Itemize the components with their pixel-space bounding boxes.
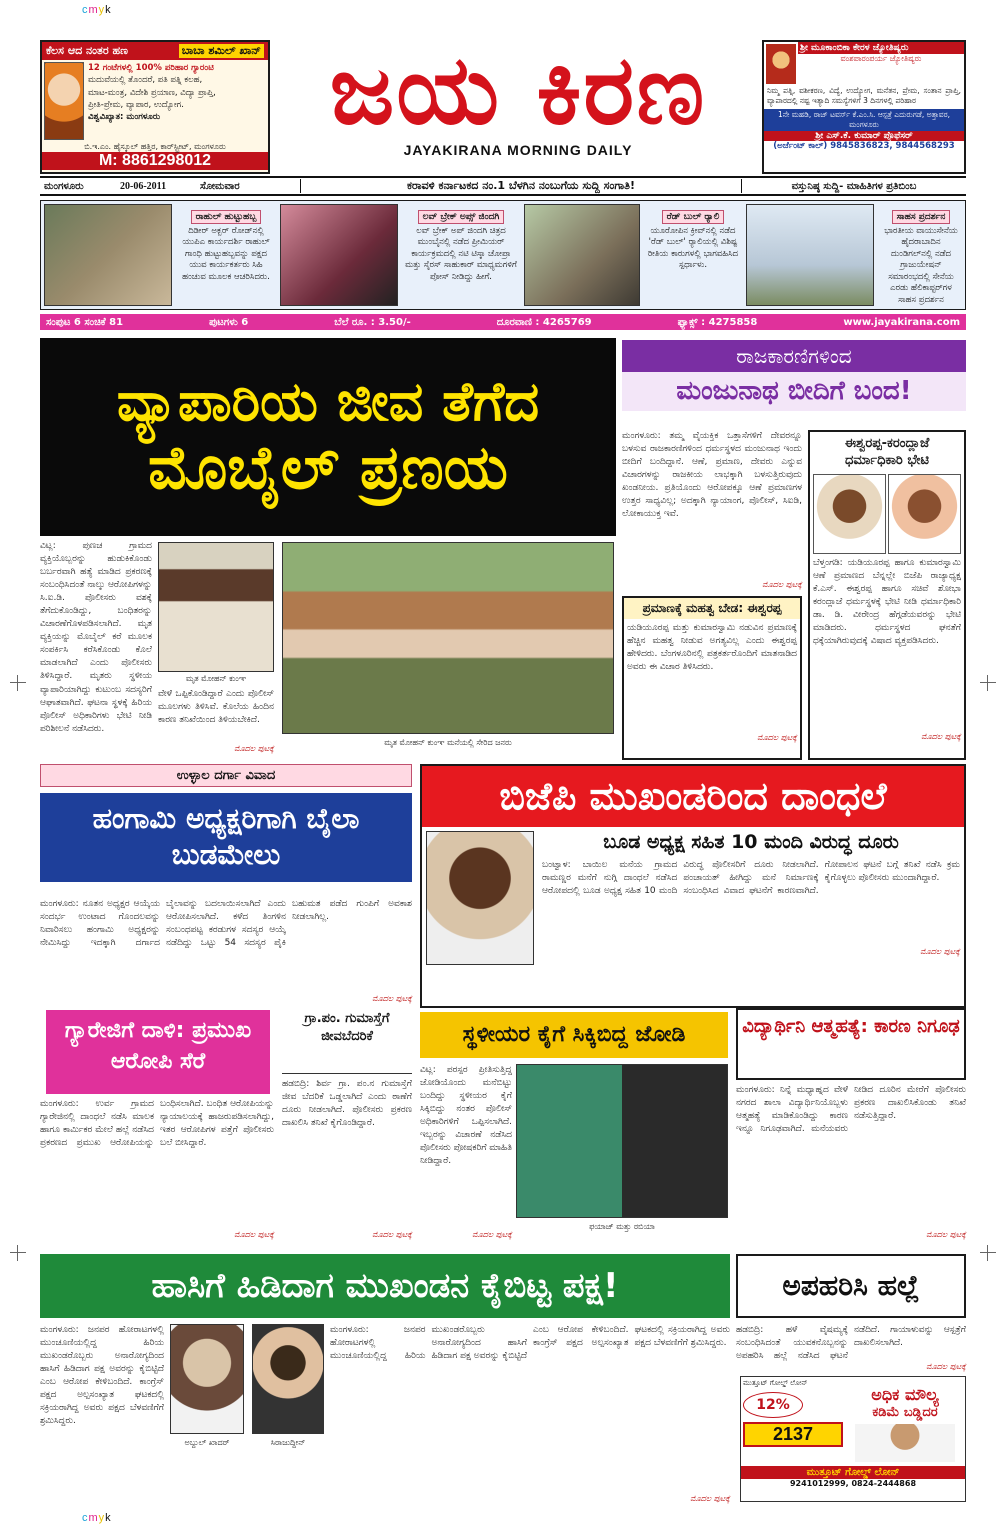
grampam-headline: ಗ್ರಾ.ಪಂ. ಗುಮಾಸ್ತೆಗೆ ಜೀವಬೆದರಿಕೆ: [282, 1010, 412, 1074]
couple-body: ವಿಟ್ಲ: ಪರಸ್ಪರ ಪ್ರೀತಿಸುತ್ತಿದ್ದ ಜೋಡಿಯೊಂದು ಮನೆಬಿಟ್ಟು ಬಂದಿದ್ದು ಸ್ಥಳೀಯರ ಕೈಗೆ ಸಿಕ್ಕಿಬಿದ್ದು ನಂತರ ಪೊಲೀಸ್ ಅಧಿಕಾರಿಗಳಿಗೆ ಒಪ್ಪಿಸಲಾಗಿದೆ. ಇಬ್ಬರನ್ನು ವಿಚಾರಣೆ ನಡೆಸಿದ ಪೊಲೀಸರು ಪೋಷಕರಿಗೆ ಮಾಹಿತಿ ನೀಡಿದ್ದಾರೆ.: [420, 1065, 512, 1167]
masthead-subtitle: JAYAKIRANA MORNING DAILY: [403, 142, 633, 158]
couple-sig: ಮೊದಲ ಪುಟಕ್ಕೆ: [472, 1230, 512, 1239]
hasige-headline: ಹಾಸಿಗೆ ಹಿಡಿದಾಗ ಮುಖಂಡನ ಕೈಬಿಟ್ಟ ಪಕ್ಷ!: [40, 1254, 730, 1318]
student-body: ಮಂಗಳೂರು: ನಿನ್ನೆ ಮಧ್ಯಾಹ್ನದ ವೇಳೆ ನಗರದ ಶಾಲಾ ವಿದ್ಯಾರ್ಥಿನಿಯೊಬ್ಬಳು ಆತ್ಮಹತ್ಯೆ ಮಾಡಿಕೊಂಡಿದ್ದು ಕಾರಣ ಇನ್ನೂ ನಿಗೂಢವಾಗಿದೆ. ಮನೆಯವರು ನೀಡಿದ ದೂರಿನ ಮೇರೆಗೆ ಪೊಲೀಸರು ಪ್ರಕರಣ ದಾಖಲಿಸಿಕೊಂಡು ತನಿಖೆ ನಡೆಸುತ್ತಿದ್ದಾರೆ.: [736, 1085, 966, 1135]
gold-ad-phone: 9241012999, 0824-2444868: [789, 1479, 917, 1488]
dateline-tagline: ಕರಾವಳಿ ಕರ್ನಾಟಕದ ನಂ.1 ಬೆಳಗಿನ ನಂಬುಗೆಯ ಸುದ್ದಿ ಸಂಗಾತಿ!: [300, 179, 742, 193]
registration-mark: [10, 675, 26, 691]
apahari-sig: ಮೊದಲ ಪುಟಕ್ಕೆ: [926, 1362, 966, 1371]
issue-bar: [40, 314, 966, 330]
ullal-story: [40, 898, 412, 994]
teaser[interactable]: [175, 201, 277, 309]
right-ad-name: ಶ್ರೀ ಎಸ್.ಕೆ. ಕುಮಾರ್ ಪ್ರೊಫೆಸರ್: [764, 131, 964, 141]
leader-photo: [252, 1324, 324, 1434]
bjp-body: ಬಂಟ್ವಾಳ: ಬಾಯಿಲ ಮನೆಯ ಗ್ರಾಮದ ರಾಮಣ್ಣರ ಮನೆಗೆ ನುಗ್ಗಿ ದಾಂಧಲೆ ನಡೆಸಿದ ಆರೋಪದಲ್ಲಿ ಬೂಡ ಅಧ್ಯಕ್ಷ ಸಹಿತ 10 ಮಂದಿ ವಿರುದ್ಧ ಪೊಲೀಸರಿಗೆ ದೂರು ನೀಡಲಾಗಿದೆ. ಪಂಚಾಯತ್ ಹೀಗಿದ್ದು ಮನೆ ನಿರ್ಮಾಣಕ್ಕೆ ಸಂಬಂಧಿಸಿದ ವಿವಾದ ಘಟನೆಗೆ ಕಾರಣವಾಗಿದೆ. ಗೋಪಾಲನ ಘಟನೆ ಬಗ್ಗೆ ತನಿಖೆ ನಡೆಸಿ ಕ್ರಮ ಕೈಗೊಳ್ಳಲು ಪೊಲೀಸರು ಮುಂದಾಗಿದ್ದಾರೆ.: [542, 860, 960, 897]
ad-line: ಮಾಟ-ಮಂತ್ರ, ವಿದೇಶಿ ಪ್ರಯಾಣ, ವಿದ್ಯಾ ಪ್ರಾಪ್ತಿ,: [88, 87, 216, 98]
right-ad-headline: ಶ್ರೀ ಮೂಕಾಂಬಿಕಾ ಕೇರಳ ಜ್ಯೋತಿಷ್ಯರು: [798, 42, 964, 54]
apahari-story: [736, 1324, 966, 1364]
couple-caption: ಫಯಾಜ್ ಮತ್ತು ರಬಿಯಾ: [589, 1222, 655, 1231]
ad-address: ಬಿ.ಇ.ಎಂ. ಹೈಸ್ಕೂಲ್ ಹತ್ತಿರ, ಕಾರ್‌ಸ್ಟ್ರೀಟ್, ಮಂಗಳೂರು: [84, 142, 226, 151]
masthead: [278, 36, 758, 170]
pramana-sig: ಮೊದಲ ಪುಟಕ್ಕೆ: [757, 733, 797, 742]
manjunath-body: ಮಂಗಳೂರು: ತಮ್ಮ ವೈಯಕ್ತಿಕ ಒತ್ತಾಸೆಗಳಿಗೆ ದೇವರನ್ನೂ ಬಳಸುವ ರಾಜಕಾರಣಿಗಳಿಂದ ಧರ್ಮಸ್ಥಳದ ಮಂಜುನಾಥ ಇಂದು ಬೀದಿಗೆ ಬಂದಿದ್ದಾನೆ. ಆಣೆ, ಪ್ರಮಾಣ, ದೇವರು ಎನ್ನುವ ವಿಚಾರಗಳನ್ನು ರಾಜಕೀಯ ಲಾಭಕ್ಕಾಗಿ ಬಳಸುತ್ತಿರುವುದು ಖಂಡನೀಯ. ಪ್ರತಿಯೊಂದು ಆರೋಪಕ್ಕೂ ಆಣೆ ಪ್ರಮಾಣಗಳ ಉತ್ತರ ಸಾಧ್ಯವಿಲ್ಲ; ಅದಕ್ಕಾಗಿ ನ್ಯಾಯಾಂಗ, ಪೊಲೀಸ್, ಸಿಐಡಿ, ಲೋಕಾಯುಕ್ತ ಇವೆ.: [622, 431, 802, 520]
gold-loan-ad: [740, 1376, 966, 1502]
right-ad-address: 1ನೇ ಮಹಡಿ, ರಾಜ್ ಟವರ್ಸ್ ಕೆ.ಎಂ.ಸಿ. ಆಸ್ಪತ್ರೆ ಎದುರುಗಡೆ, ಅತ್ತಾವರ, ಮಂಗಳೂರು: [764, 109, 964, 131]
hasige-sig: ಮೊದಲ ಪುಟಕ್ಕೆ: [690, 1494, 730, 1503]
masthead-title: ಜಯ ಕಿರಣ: [329, 34, 707, 146]
garage-body: ಮಂಗಳೂರು: ಉರ್ವ ಗ್ರಾಮದ ಗ್ಯಾರೇಜಿನಲ್ಲಿ ದಾಂಧಲೆ ನಡೆಸಿ ಮಾಲಕ ಹಾಗೂ ಕಾರ್ಮಿಕರ ಮೇಲೆ ಹಲ್ಲೆ ನಡೆಸಿದ ಪ್ರಕರಣದ ಪ್ರಮುಖ ಆರೋಪಿಯನ್ನು ಬಂಧಿಸಲಾಗಿದೆ. ಬಂಧಿತ ಆರೋಪಿಯನ್ನು ನ್ಯಾಯಾಲಯಕ್ಕೆ ಹಾಜರುಪಡಿಸಲಾಗಿದ್ದು, ಇತರ ಆರೋಪಿಗಳ ಪತ್ತೆಗೆ ಪೊಲೀಸರು ಬಲೆ ಬೀಸಿದ್ದಾರೆ.: [40, 1099, 274, 1149]
teaser-title: ರೆಡ್ ಬುಲ್ ರ್‍ಯಾಲಿ: [662, 210, 725, 224]
teaser[interactable]: [643, 201, 743, 309]
saint-photo: [44, 62, 84, 140]
right-ad: [762, 40, 966, 174]
ullal-kicker: ಉಳ್ಳಾಲ ದರ್ಗಾ ವಿವಾದ: [40, 764, 412, 787]
manjunath-kicker: ರಾಜಕಾರಣಿಗಳಿಂದ: [622, 340, 966, 372]
teaser-body: ಲವ್ ಬ್ರೇಕ್ ಅಪ್ ಜಿಂದಗಿ ಚಿತ್ರದ ಮುಂಬೈನಲ್ಲಿ ನಡೆದ ಪ್ರೀಮಿಯರ್ ಕಾರ್ಯಕ್ರಮದಲ್ಲಿ ನಟಿ ಟಿಸ್ಕಾ ಚೋಪ್ರಾ ಮತ್ತು ಸೈರಸ್ ಸಾಹುಕಾರ್ ಮಾಧ್ಯಮಗಳಿಗೆ ಪೋಸ್ ನೀಡಿದ್ದು ಹೀಗೆ.: [405, 226, 517, 282]
right-ad-sub: ವಂಶಪಾರಂಪರ್ಯ ಜ್ಯೋತಿಷ್ಯರು: [840, 54, 922, 63]
bjp-box: [420, 764, 966, 1008]
lead-headline-1: ವ್ಯಾಪಾರಿಯ ಜೀವ ತೆಗೆದ: [116, 370, 540, 434]
dateline-date: 20-06-2011: [120, 180, 167, 192]
apahari-headline: ಅಪಹರಿಸಿ ಹಲ್ಲೆ: [736, 1254, 966, 1318]
teaser-strip: [40, 200, 966, 310]
lead-headline-block: [40, 338, 616, 536]
teaser-photo: [746, 204, 874, 306]
manjunath-story: [622, 430, 802, 576]
grampam-sig: ಮೊದಲ ಪುಟಕ್ಕೆ: [372, 1230, 412, 1239]
dateline-city: ಮಂಗಳೂರು: [44, 180, 84, 192]
lead-body-extra: ವೇಳೆ ಒಪ್ಪಿಕೊಂಡಿದ್ದಾರೆ ಎಂದು ಪೊಲೀಸ್ ಮೂಲಗಳು ತಿಳಿಸಿವೆ. ಕೊಲೆಯ ಹಿಂದಿನ ಕಾರಣ ತನಿಖೆಯಿಂದ ತಿಳಿಯಬೇಕಿದೆ.: [158, 689, 274, 726]
gold-ad-headline: ಅಧಿಕ ಮೌಲ್ಯ: [871, 1385, 939, 1404]
issue-phone: ದೂರವಾಣಿ : 4265769: [496, 316, 592, 328]
lead-sig: ಮೊದಲ ಪುಟಕ್ಕೆ: [234, 744, 274, 753]
issue-web[interactable]: www.jayakirana.com: [843, 316, 960, 328]
dateline-motto: ವಸ್ತುನಿಷ್ಠ ಸುದ್ದಿ- ಮಾಹಿತಿಗಳ ಪ್ರತಿಬಿಂಬ: [791, 180, 917, 192]
garage-headline: ಗ್ಯಾರೇಜಿಗೆ ದಾಳಿ: ಪ್ರಮುಖ ಆರೋಪಿ ಸೆರೆ: [46, 1010, 270, 1094]
ad-name: ಬಾಬಾ ಶಮಿಲ್ ಖಾನ್: [179, 44, 264, 58]
teaser-title: ಲವ್ ಬ್ರೇಕ್ ಅಪ್ಸ್ ಜಿಂದಗಿ: [418, 210, 505, 224]
eshwarappa-box: [808, 430, 966, 760]
pramana-headline: ಪ್ರಮಾಣಕ್ಕೆ ಮಹತ್ವ ಬೇಡ: ಈಶ್ವರಪ್ಪ: [624, 598, 800, 619]
gold-ad-top: ಮುತ್ತೂಟ್ ಗೋಲ್ಡ್ ಲೋನ್: [743, 1379, 808, 1387]
gold-ad-rate: 12%: [743, 1392, 803, 1418]
lead-body: ವಿಟ್ಲ: ಪುಣಚ ಗ್ರಾಮದ ವ್ಯಕ್ತಿಯೊಬ್ಬರನ್ನು ಹುಡುಕಿಕೊಂಡು ಬರ್ಬರವಾಗಿ ಹತ್ಯೆ ಮಾಡಿದ ಪ್ರಕರಣಕ್ಕೆ ಸಂಬಂಧಿಸಿದಂತೆ ನಾಲ್ಕು ಆರೋಪಿಗಳನ್ನು ಸಿ.ಐ.ಡಿ. ಪೊಲೀಸರು ವಶಕ್ಕೆ ತೆಗೆದುಕೊಂಡಿದ್ದು, ಬಂಧಿತರನ್ನು ವಿಚಾರಣೆಗೊಳಪಡಿಸಲಾಗಿದೆ. ಮೃತ ವ್ಯಕ್ತಿಯನ್ನು ಮೊಬೈಲ್ ಕರೆ ಮೂಲಕ ಸಂಪರ್ಕಿಸಿ ಕರೆಸಿಕೊಂಡು ಕೊಲೆ ಮಾಡಲಾಗಿದೆ ಎಂದು ಪೊಲೀಸರು ತಿಳಿಸಿದ್ದಾರೆ. ಮೃತರು ಸ್ಥಳೀಯ ವ್ಯಾಪಾರಿಯಾಗಿದ್ದು ಕುಟುಂಬ ಸದಸ್ಯರಿಗೆ ಆಘಾತವಾಗಿದೆ. ಘಟನಾ ಸ್ಥಳಕ್ಕೆ ಹಿರಿಯ ಪೊಲೀಸ್ ಅಧಿಕಾರಿಗಳು ಭೇಟಿ ನೀಡಿ ಪರಿಶೀಲನೆ ನಡೆಸಿದರು.: [40, 541, 152, 734]
politician-photo: [813, 474, 886, 554]
issue-volume: ಸಂಪುಟ 6 ಸಂಚಿಕೆ 81: [46, 316, 124, 328]
manjunath-title: ಮಂಜುನಾಥ ಬೀದಿಗೆ ಬಂದ!: [622, 372, 966, 411]
teaser-title: ರಾಹುಲ್ ಹುಟ್ಟುಹಬ್ಬ: [191, 210, 262, 224]
pramana-box: [622, 596, 802, 760]
student-story: [736, 1084, 966, 1226]
cmyk-marks-top: cmyk: [82, 4, 112, 16]
victim-caption: ಮೃತ ಮೋಹನ್ ಕುಂಞ: [185, 674, 247, 683]
ad-guarantee: 12 ಗಂಟೆಗಳಲ್ಲಿ 100% ಪರಿಹಾರ ಗ್ಯಾರಂಟಿ: [88, 63, 214, 73]
issue-fax: ಫ್ಯಾಕ್ಸ್ : 4275858: [677, 316, 758, 328]
student-sig: ಮೊದಲ ಪುಟಕ್ಕೆ: [926, 1230, 966, 1239]
registration-mark: [980, 1245, 996, 1261]
teaser-title: ಸಾಹಸ ಪ್ರದರ್ಶನ: [892, 210, 951, 224]
deity-icon: [766, 44, 796, 84]
gold-ad-amount: 2137: [743, 1422, 843, 1447]
gold-ad-sub: ಕಡಿಮೆ ಬಡ್ಡಿದರ: [872, 1405, 938, 1420]
ad-headline: ಕೆಲಸ ಆದ ನಂತರ ಹಣ: [46, 44, 128, 57]
ad-line: ವಿಶ್ವವಿಖ್ಯಾತ: ಮಂಗಳೂರು: [88, 112, 161, 123]
ullal-title: ಹಂಗಾಮಿ ಅಧ್ಯಕ್ಷರಿಗಾಗಿ ಬೈಲಾ ಬುಡಮೇಲು: [40, 793, 412, 882]
lead-story: [40, 540, 152, 754]
teaser-body: ಯೂರೋಪಿನ ಕ್ರೀವ್‌ನಲ್ಲಿ ನಡೆದ 'ರೆಡ್ ಬುಲ್' ರ್‍ಯಾಲಿಯಲ್ಲಿ ವಿಶಿಷ್ಟ ರೀತಿಯ ಕಾರುಗಳಲ್ಲಿ ಭಾಗವಹಿಸಿದ ಸ್ಪರ್ಧಾಳು.: [647, 226, 739, 271]
politician-photo: [888, 474, 961, 554]
victim-photo: [158, 542, 274, 672]
hasige-continued: [330, 1324, 730, 1500]
teaser-body: ದಿಡೀರ್ ಅಕ್ಬರ್ ರೋಡ್‌ನಲ್ಲಿ ಯುಪಿಎ ಕಾರ್ಯದರ್ಶಿ ರಾಹುಲ್ ಗಾಂಧಿ ಹುಟ್ಟುಹಬ್ಬವನ್ನು ಪಕ್ಷದ ಯುವ ಕಾರ್ಯಕರ್ತರು ಸಿಹಿ ಹಂಚುವ ಮೂಲಕ ಆಚರಿಸಿದರು.: [182, 226, 270, 282]
ullal-sig: ಮೊದಲ ಪುಟಕ್ಕೆ: [372, 994, 412, 1003]
student-headline: ವಿದ್ಯಾರ್ಥಿನಿ ಆತ್ಮಹತ್ಯೆ: ಕಾರಣ ನಿಗೂಢ: [736, 1008, 966, 1080]
teaser[interactable]: [401, 201, 521, 309]
ad-line: ಮದುವೆಯಲ್ಲಿ ತೊಂದರೆ, ಪತಿ ಪತ್ನಿ ಕಲಹ,: [88, 75, 203, 86]
registration-mark: [980, 675, 996, 691]
cmyk-marks-bottom: cmyk: [82, 1512, 112, 1524]
teaser[interactable]: [877, 201, 965, 309]
leader-caption: ಅಬ್ದುಲ್ ಖಾದರ್: [184, 1438, 230, 1447]
lead-headline-2: ಮೊಬೈಲ್ ಪ್ರಣಯ: [148, 432, 508, 503]
bjp-sig: ಮೊದಲ ಪುಟಕ್ಕೆ: [920, 947, 960, 956]
registration-mark: [10, 1245, 26, 1261]
garage-story: [40, 1098, 274, 1228]
pramana-body: ಯಡಿಯೂರಪ್ಪ ಮತ್ತು ಕುಮಾರಸ್ವಾಮಿ ನಡುವಿನ ಪ್ರಮಾಣಕ್ಕೆ ಹೆಚ್ಚಿನ ಮಹತ್ವ ನೀಡುವ ಅಗತ್ಯವಿಲ್ಲ ಎಂದು ಈಶ್ವರಪ್ಪ ಹೇಳಿದರು. ಬೆಂಗಳೂರಿನಲ್ಲಿ ಪತ್ರಕರ್ತರೊಂದಿಗೆ ಮಾತನಾಡಿದ ಅವರು ಈ ವಿಚಾರ ತಿಳಿಸಿದರು.: [627, 623, 797, 673]
ullal-body: ಮಂಗಳೂರು: ನೂತನ ಅಧ್ಯಕ್ಷರ ಆಯ್ಕೆಯ ಸಂದರ್ಭ ಉಂಟಾದ ಗೊಂದಲವನ್ನು ನಿವಾರಿಸಲು ಹಂಗಾಮಿ ಅಧ್ಯಕ್ಷರನ್ನು ನೇಮಿಸಿದ್ದು ಇದಕ್ಕಾಗಿ ದರ್ಗಾದ ಬೈಲಾವನ್ನು ಬದಲಾಯಿಸಲಾಗಿದೆ ಎಂದು ಆರೋಪಿಸಲಾಗಿದೆ. ಕಳೆದ ತಿಂಗಳಿನ ಸಂಬಂಧಪಟ್ಟ ಕರಡುಗಳ ಸದಸ್ಯರ ಆಯ್ಕೆ ನಡೆದಿದ್ದು ಒಟ್ಟು 54 ಸದಸ್ಯರ ಪೈಕಿ ಬಹುಮತ ಪಡೆದ ಗುಂಪಿಗೆ ಅವಕಾಶ ನೀಡಲಾಗಿಲ್ಲ.: [40, 899, 412, 949]
apahari-body: ಹಡಬಿದ್ರಿ: ಹಳೆ ವೈಷಮ್ಯಕ್ಕೆ ಸಂಬಂಧಿಸಿದಂತೆ ಯುವಕನೊಬ್ಬನನ್ನು ಅಪಹರಿಸಿ ಹಲ್ಲೆ ನಡೆಸಿದ ಘಟನೆ ನಡೆದಿದೆ. ಗಾಯಾಳುವನ್ನು ಆಸ್ಪತ್ರೆಗೆ ದಾಖಲಿಸಲಾಗಿದೆ.: [736, 1325, 966, 1362]
couple-headline: ಸ್ಥಳೀಯರ ಕೈಗೆ ಸಿಕ್ಕಿಬಿದ್ದ ಜೋಡಿ: [420, 1012, 728, 1058]
manjunath-headline: [622, 340, 966, 424]
ad-phone: M: 8861298012: [42, 152, 268, 170]
crowd-photo: [282, 542, 614, 734]
teaser-body: ಭಾರತೀಯ ವಾಯುಸೇನೆಯ ಹೈದರಾಬಾದಿನ ದುಂಡಿಗಲ್‌ನಲ್ಲಿ ನಡೆದ ಗ್ರಾಜುಯೇಷನ್ ಸಮಾರಂಭದಲ್ಲಿ ಸೇನೆಯ ಎರಡು ಹೆಲಿಕಾಪ್ಟರ್‌ಗಳ ಸಾಹಸ ಪ್ರದರ್ಶನ: [884, 226, 958, 305]
teaser-photo: [44, 204, 172, 306]
leader-photo: [170, 1324, 244, 1434]
ullal-headline: [40, 764, 412, 894]
crowd-caption: ಮೃತ ಮೋಹನ್ ಕುಂಞ ಮನೆಯಲ್ಲಿ ಸೇರಿದ ಜನರು: [384, 738, 512, 747]
leader-caption: ಸಿರಾಜುದ್ದೀನ್: [270, 1438, 306, 1447]
couple-photo: [516, 1064, 728, 1218]
bjp-headline: ಬಿಜೆಪಿ ಮುಖಂಡರಿಂದ ದಾಂಧಲೆ: [422, 766, 964, 827]
hasige-body: ಮಂಗಳೂರು: ಜನಪರ ಹೋರಾಟಗಳಲ್ಲಿ ಮುಂಚೂಣಿಯಲ್ಲಿದ್ದ ಹಿರಿಯ ಮುಖಂಡರೊಬ್ಬರು ಅನಾರೋಗ್ಯದಿಂದ ಹಾಸಿಗೆ ಹಿಡಿದಾಗ ಪಕ್ಷ ಅವರನ್ನು ಕೈಬಿಟ್ಟಿದೆ ಎಂಬ ಆರೋಪ ಕೇಳಿಬಂದಿದೆ. ಕಾಂಗ್ರೆಸ್ ಪಕ್ಷದ ಅಲ್ಪಸಂಖ್ಯಾತ ಘಟಕದಲ್ಲಿ ಸಕ್ರಿಯರಾಗಿದ್ದ ಅವರು ಪಕ್ಷದ ಬೆಳವಣಿಗೆಗೆ ಶ್ರಮಿಸಿದ್ದರು.: [40, 1325, 164, 1427]
bjp-photo: [426, 831, 534, 965]
teaser-photo: [524, 204, 640, 306]
left-ad: [40, 40, 270, 174]
issue-price: ಬೆಲೆ ರೂ. : 3.50/-: [334, 316, 411, 328]
hasige-story: [40, 1324, 164, 1500]
right-ad-body: ನಿಮ್ಮ ಪತ್ನಿ, ವಶೀಕರಣ, ವಿದ್ಯೆ, ಉದ್ಯೋಗ, ಮನೆತನ, ಪ್ರೇಮ, ಸಂತಾನ ಪ್ರಾಪ್ತಿ, ವ್ಯಾಪಾರದಲ್ಲಿ ನಷ್ಟ ಇತ್ಯಾದಿ ಸಮಸ್ಯೆಗಳಿಗೆ 3 ದಿನಗಳಲ್ಲಿ ಪರಿಹಾರ: [767, 86, 961, 106]
model-photo: [855, 1424, 955, 1462]
garage-sig: ಮೊದಲ ಪುಟಕ್ಕೆ: [234, 1230, 274, 1239]
grampam-body: ಹಡಬಿದ್ರಿ: ಶಿರ್ವ ಗ್ರಾ. ಪಂ.ನ ಗುಮಾಸ್ತೆಗೆ ಜೀವ ಬೆದರಿಕೆ ಒಡ್ಡಲಾಗಿದೆ ಎಂದು ಠಾಣೆಗೆ ದೂರು ನೀಡಲಾಗಿದೆ. ಪೊಲೀಸರು ಪ್ರಕರಣ ದಾಖಲಿಸಿ ತನಿಖೆ ಕೈಗೊಂಡಿದ್ದಾರೆ.: [282, 1079, 412, 1129]
eshwarappa-body: ಬೆಳ್ತಂಗಡಿ: ಯಡಿಯೂರಪ್ಪ ಹಾಗೂ ಕುಮಾರಸ್ವಾಮಿ ಆಣೆ ಪ್ರಮಾಣದ ಬೆನ್ನಲ್ಲೇ ಬಿಜೆಪಿ ರಾಜ್ಯಾಧ್ಯಕ್ಷ ಕೆ.ಎಸ್. ಈಶ್ವರಪ್ಪ ಹಾಗೂ ಸಚಿವೆ ಶೋಭಾ ಕರಂದ್ಲಾಜೆ ಧರ್ಮಸ್ಥಳಕ್ಕೆ ಭೇಟಿ ನೀಡಿ ಧರ್ಮಾಧಿಕಾರಿ ಡಾ. ಡಿ. ವೀರೇಂದ್ರ ಹೆಗ್ಗಡೆಯವರನ್ನು ಭೇಟಿ ಮಾಡಿದರು. ಧರ್ಮಸ್ಥಳದ ಘನತೆಗೆ ಧಕ್ಕೆಯಾಗಿರುವುದಕ್ಕೆ ವಿಷಾದ ವ್ಯಕ್ತಪಡಿಸಿದರು.: [813, 557, 961, 647]
issue-pages: ಪುಟಗಳು 6: [209, 316, 249, 328]
gold-ad-brand: ಮುತ್ತೂಟ್ ಗೋಲ್ಡ್ ಲೋನ್: [741, 1466, 965, 1479]
dateline-day: ಸೋಮವಾರ: [200, 180, 240, 192]
ad-line: ಪ್ರೀತಿ-ಪ್ರೇಮ, ವ್ಯಾಪಾರ, ಉದ್ಯೋಗ.: [88, 99, 184, 110]
hasige-body: ಮಂಗಳೂರು: ಜನಪರ ಹೋರಾಟಗಳಲ್ಲಿ ಮುಂಚೂಣಿಯಲ್ಲಿದ್ದ ಹಿರಿಯ ಮುಖಂಡರೊಬ್ಬರು ಅನಾರೋಗ್ಯದಿಂದ ಹಾಸಿಗೆ ಹಿಡಿದಾಗ ಪಕ್ಷ ಅವರನ್ನು ಕೈಬಿಟ್ಟಿದೆ ಎಂಬ ಆರೋಪ ಕೇಳಿಬಂದಿದೆ. ಕಾಂಗ್ರೆಸ್ ಪಕ್ಷದ ಅಲ್ಪಸಂಖ್ಯಾತ ಘಟಕದಲ್ಲಿ ಸಕ್ರಿಯರಾಗಿದ್ದ ಅವರು ಪಕ್ಷದ ಬೆಳವಣಿಗೆಗೆ ಶ್ರಮಿಸಿದ್ದರು.: [330, 1325, 730, 1362]
right-ad-phone: (ಅರ್ಜೆಂಟ್ ಕಾಲ್) 9845836823, 9844568293: [773, 141, 955, 152]
bjp-subhead: ಬೂಡ ಅಧ್ಯಕ್ಷ ಸಹಿತ 10 ಮಂದಿ ವಿರುದ್ಧ ದೂರು: [603, 831, 899, 853]
manjunath-sig: ಮೊದಲ ಪುಟಕ್ಕೆ: [762, 580, 802, 589]
teaser-photo: [280, 204, 398, 306]
eshwarappa-headline: ಈಶ್ವರಪ್ಪ-ಕರಂದ್ಲಾಜೆ ಧರ್ಮಾಧಿಕಾರಿ ಭೇಟಿ: [844, 436, 930, 468]
eshwarappa-sig: ಮೊದಲ ಪುಟಕ್ಕೆ: [921, 731, 961, 741]
dateline-bar: [40, 176, 966, 196]
